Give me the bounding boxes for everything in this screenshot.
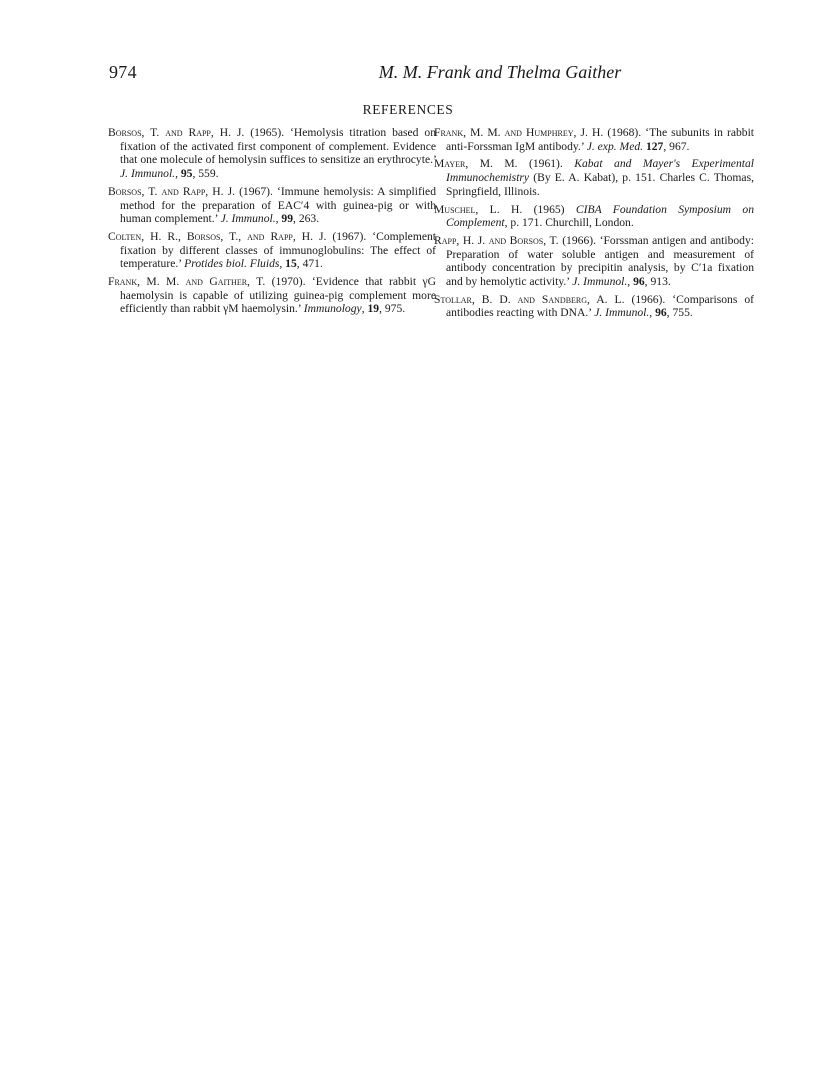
ref-publisher: , p. 171. Churchill, London. (504, 216, 634, 230)
ref-journal: J. Immunol. (594, 306, 650, 320)
references-left-column (108, 126, 436, 320)
ref-year: (1970). (265, 275, 312, 289)
ref-authors: Borsos, T. and Rapp, H. J. (108, 184, 235, 198)
ref-pages: , 967. (663, 139, 690, 153)
ref-authors: Stollar, B. D. and Sandberg, A. L. (434, 292, 625, 306)
running-head: M. M. Frank and Thelma Gaither (378, 62, 622, 82)
reference-item: Borsos, T. and Rapp, H. J. (1967). ‘Immune hemolysis: A simplified method for the preparation of EAC′4 with guinea-pig or with human complement.’ J. Immunol., 99, 263. (108, 184, 437, 226)
ref-year: (1966). (624, 292, 673, 306)
ref-journal: J. Immunol. (120, 167, 176, 181)
ref-journal: J. Immunol. (220, 212, 276, 226)
reference-item (434, 203, 754, 230)
ref-journal: Immunology (303, 302, 362, 316)
ref-pages: , 913. (644, 275, 671, 289)
ref-authors: Borsos, T. and Rapp, H. J. (108, 126, 245, 139)
reference-item: Rapp, H. J. and Borsos, T. (1966). ‘Forssman antigen and antibody: Preparation of water soluble antigen and measurement of antibody concentration by precipitin analysis, by C′1a fixation and by hemolytic activity.’ J. Immunol., 96, 913. (434, 233, 754, 289)
ref-journal: Protides biol. Fluids (184, 257, 280, 271)
ref-book-title: Kabat and Mayer's Experimental Immunochemistry (446, 157, 754, 185)
references-right-column (434, 126, 754, 324)
ref-title: ‘Complement fixation by different classes of immunoglobulins: The effect of temperature.’ (120, 229, 437, 271)
ref-year: (1967). (235, 184, 277, 198)
ref-volume: 95 (180, 167, 193, 181)
ref-volume: 96 (633, 275, 645, 289)
ref-journal: J. exp. Med. (586, 139, 644, 153)
ref-title: ‘Comparisons of antibodies reacting with DNA.’ (446, 292, 754, 320)
ref-year: (1965) (522, 202, 576, 216)
ref-title: ‘Forssman antigen and antibody: Preparation of water soluble antigen and measurement of antibody concentration by precipitin analysis, by C′1a fixation and by hemolytic activity.’ (446, 233, 754, 289)
ref-volume: 19 (367, 302, 380, 316)
ref-authors: Muschel, L. H. (434, 202, 523, 216)
ref-volume: 99 (281, 212, 294, 226)
ref-volume: 15 (285, 257, 297, 271)
ref-authors: Colten, H. R., Borsos, T., and Rapp, H. J. (108, 229, 327, 243)
ref-pages: , 755. (666, 306, 693, 320)
ref-title: ‘Evidence that rabbit γG haemolysin is capable of utilizing guinea-pig complement more efficiently than rabbit γM haemolysin.’ (120, 275, 436, 316)
ref-authors: Mayer, M. M. (434, 157, 518, 171)
reference-item: Colten, H. R., Borsos, T., and Rapp, H. J. (1967). ‘Complement fixation by different classes of immunoglobulins: The effect of temperature.’ Protides biol. Fluids, 15, 471. (108, 229, 437, 271)
ref-pages: , 471. (296, 257, 323, 271)
references-heading: REFERENCES (362, 102, 454, 117)
page-number: 974 (109, 62, 137, 82)
ref-year: (1961). (517, 157, 575, 171)
ref-year: (1965). (244, 126, 291, 139)
reference-item: Borsos, T. and Rapp, H. J. (1965). ‘Hemolysis titration based on fixation of the activated first component of complement. Evidence that one molecule of hemolysin suffices to sensitize an erythrocyte.’ J. Immunol., 95, 559. (108, 126, 436, 181)
ref-year: (1966). (558, 233, 600, 247)
ref-authors: Frank, M. M. and Humphrey, J. H. (434, 126, 604, 139)
reference-item: Stollar, B. D. and Sandberg, A. L. (1966). ‘Comparisons of antibodies reacting with DNA.’ J. Immunol., 96, 755. (434, 292, 754, 320)
ref-year: (1967). (326, 229, 373, 243)
reference-item: Frank, M. M. and Gaither, T. (1970). ‘Evidence that rabbit γG haemolysin is capable of utilizing guinea-pig complement more efficiently than rabbit γM haemolysin.’ Immunology, 19, 975. (108, 275, 436, 316)
ref-pages: , 975. (379, 302, 406, 316)
ref-volume: 96 (655, 306, 667, 320)
ref-volume: 127 (645, 139, 664, 153)
ref-journal: J. Immunol. (572, 275, 628, 289)
ref-authors: Rapp, H. J. and Borsos, T. (434, 233, 559, 247)
ref-book-title: CIBA Foundation Symposium on Complement (446, 202, 754, 230)
ref-title: ‘The subunits in rabbit anti-Forssman IgM antibody.’ (446, 126, 755, 153)
ref-title: ‘Hemolysis titration based on fixation of the activated first component of complement. Evidence that one molecule of hemolysin suffices to sensitize an erythrocyte.’ (120, 126, 436, 167)
ref-pages: , 263. (293, 212, 320, 226)
reference-item (434, 126, 754, 153)
reference-item (434, 157, 754, 198)
ref-title: ‘Immune hemolysis: A simplified method for the preparation of EAC′4 with guinea-pig or with human complement.’ (120, 184, 437, 226)
ref-publisher: (By E. A. Kabat), p. 151. Charles C. Thomas, Springfield, Illinois. (446, 171, 754, 198)
ref-year: (1968). (603, 126, 646, 139)
ref-pages: , 559. (192, 167, 219, 181)
ref-authors: Frank, M. M. and Gaither, T. (108, 275, 266, 289)
